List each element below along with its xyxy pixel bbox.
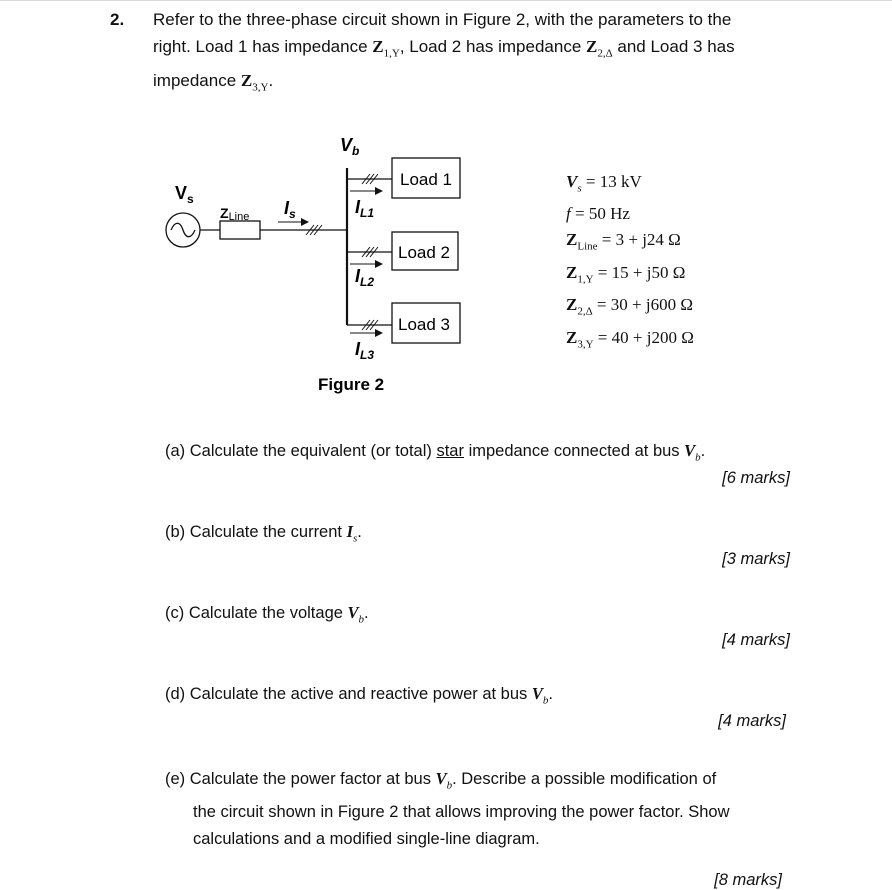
- part-e-line-2: the circuit shown in Figure 2 that allows improving the power factor. Show: [193, 803, 730, 822]
- z1-symbol: Z: [372, 37, 384, 56]
- il1-label: $I_{L1}$: [355, 197, 375, 220]
- page-top-border: [0, 0, 892, 1]
- param-z1: [566, 260, 694, 292]
- part-text: (b) Calculate the current: [165, 523, 347, 541]
- part-e-question: [165, 765, 730, 853]
- part-text: .: [548, 685, 553, 703]
- il2-label: $I_{L2}$: [355, 266, 375, 289]
- part-text: (e) Calculate the power factor at bus: [165, 770, 436, 788]
- param-value: = 3 + j24 Ω: [597, 230, 681, 250]
- vs-label: $V_s$: [175, 183, 194, 206]
- part-text: (d) Calculate the active and reactive power at bus: [165, 685, 532, 703]
- param-value: = 50 Hz: [570, 204, 630, 224]
- intro-text: right. Load 1 has impedance: [153, 37, 373, 56]
- load-3-label: Load 3: [398, 315, 450, 334]
- variable-subscript: b: [358, 613, 365, 626]
- load-2-label: Load 2: [398, 243, 450, 262]
- part-e-line-3: calculations and a modified single-line diagram.: [193, 830, 540, 849]
- param-z3: [566, 325, 694, 357]
- is-label: $I_s$: [284, 198, 296, 221]
- question-number: 2.: [110, 10, 125, 29]
- part-text: .: [357, 523, 362, 541]
- question-intro: [153, 6, 735, 102]
- param-symbol: Z: [566, 327, 578, 347]
- line-impedance-box: [220, 221, 260, 239]
- param-z2: [566, 292, 694, 324]
- variable: V: [684, 441, 696, 460]
- variable: V: [347, 603, 359, 622]
- param-zline: [566, 227, 694, 259]
- param-subscript: 2,Δ: [577, 305, 593, 318]
- z2-symbol: Z: [586, 37, 598, 56]
- circuit-diagram: [150, 125, 470, 405]
- il3-label: $I_{L3}$: [355, 339, 375, 362]
- figure-caption: Figure 2: [318, 375, 385, 394]
- z3-symbol: Z: [240, 71, 253, 91]
- variable: V: [531, 684, 543, 703]
- param-symbol: f: [566, 204, 571, 224]
- variable-subscript: b: [695, 451, 701, 464]
- variable-subscript: s: [353, 532, 358, 545]
- vb-label: $V_b$: [340, 135, 360, 158]
- param-symbol: V: [566, 172, 578, 191]
- intro-text: impedance: [153, 71, 241, 91]
- param-value: = 13 kV: [581, 172, 642, 191]
- part-e-line-1: [165, 765, 730, 799]
- param-vs: [566, 169, 694, 201]
- variable: V: [435, 769, 447, 788]
- part-text: impedance connected at bus: [463, 442, 685, 460]
- param-subscript: s: [577, 182, 582, 195]
- intro-line-1: Refer to the three-phase circuit shown in Figure 2, with the parameters to the: [153, 10, 732, 29]
- param-value: = 30 + j600 Ω: [592, 295, 693, 315]
- load-1-label: Load 1: [400, 170, 452, 189]
- parameter-list: [566, 169, 694, 357]
- part-c-marks: [4 marks]: [722, 631, 790, 649]
- param-f: [566, 201, 694, 227]
- intro-line-2: [153, 33, 735, 67]
- part-c-question: [165, 603, 369, 625]
- part-text: . Describe a possible modification of: [452, 770, 717, 788]
- param-symbol: Z: [566, 295, 578, 315]
- part-e-marks: [8 marks]: [714, 871, 782, 889]
- variable: I: [346, 522, 354, 541]
- z2-subscript: 2,Δ: [597, 47, 613, 60]
- param-subscript: 3,Y: [577, 337, 594, 350]
- param-symbol: Z: [566, 230, 578, 250]
- part-b-question: [165, 522, 362, 544]
- part-a-question: [165, 441, 705, 463]
- zline-label: ZLine: [220, 205, 250, 223]
- param-value: = 15 + j50 Ω: [593, 262, 686, 282]
- part-text: (c) Calculate the voltage: [165, 604, 348, 622]
- intro-text: and Load 3 has: [612, 37, 735, 56]
- z1-subscript: 1,Y: [383, 47, 400, 60]
- intro-text: , Load 2 has impedance: [399, 37, 586, 56]
- underlined-word: star: [436, 442, 464, 460]
- intro-text: .: [268, 71, 274, 91]
- part-text: .: [700, 442, 706, 460]
- part-d-question: [165, 684, 553, 706]
- part-d-marks: [4 marks]: [718, 712, 786, 730]
- part-text: (a) Calculate the equivalent (or total): [165, 442, 437, 460]
- variable-subscript: b: [542, 694, 549, 707]
- part-a-marks: [6 marks]: [722, 469, 790, 487]
- param-subscript: 1,Y: [577, 273, 594, 286]
- variable-subscript: b: [446, 779, 453, 792]
- param-subscript: Line: [577, 240, 598, 253]
- intro-line-3: [153, 67, 735, 101]
- z3-subscript: 3,Y: [252, 81, 269, 94]
- part-text: .: [364, 604, 369, 622]
- param-symbol: Z: [566, 262, 578, 282]
- param-value: = 40 + j200 Ω: [593, 327, 694, 347]
- part-b-marks: [3 marks]: [722, 550, 790, 568]
